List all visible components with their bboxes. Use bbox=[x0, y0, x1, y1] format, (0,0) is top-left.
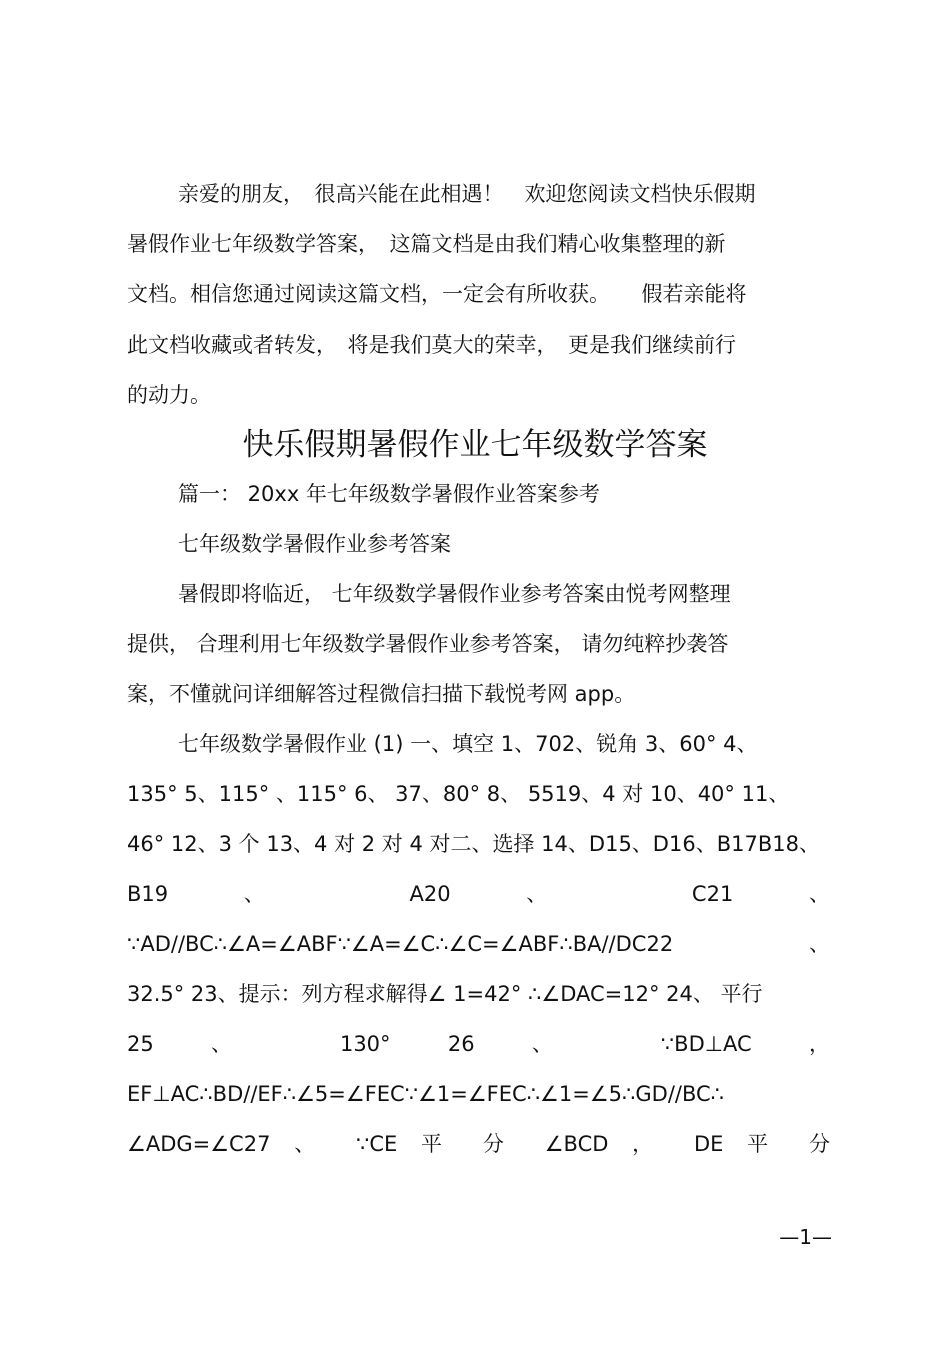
body-line-4: 提供， 合理利用七年级数学暑假作业参考答案， 请勿纯粹抄袭答 bbox=[127, 632, 729, 656]
intro-line-4: 此文档收藏或者转发， 将是我们莫大的荣幸， 更是我们继续前行 bbox=[127, 333, 736, 357]
body-line-3: 暑假即将临近， 七年级数学暑假作业参考答案由悦考网整理 bbox=[178, 582, 731, 606]
body-line-10: ∵AD//BC∴∠A=∠ABF∵∠A=∠C∴∠C=∠ABF∴BA//DC22 、 bbox=[127, 932, 830, 956]
subheading: 七年级数学暑假作业参考答案 bbox=[178, 532, 451, 556]
page-number: —1— bbox=[779, 1225, 832, 1249]
intro-line-2: 暑假作业七年级数学答案， 这篇文档是由我们精心收集整理的新 bbox=[127, 232, 726, 256]
body-line-14: ∠ADG=∠C27 、 ∵CE 平 分 ∠BCD ， DE 平 分 bbox=[127, 1132, 830, 1156]
body-line-8: 46° 12、3 个 13、4 对 2 对 4 对二、选择 14、D15、D16、B17B18、 bbox=[127, 832, 820, 856]
body-line-5: 案，不懂就问详细解答过程微信扫描下载悦考网 app。 bbox=[127, 682, 636, 706]
body-line-6: 七年级数学暑假作业 (1) 一、填空 1、702、锐角 3、60° 4、 bbox=[178, 732, 758, 756]
body-line-12: 25 、 130° 26 、 ∵BD⊥AC ， bbox=[127, 1032, 830, 1056]
intro-line-1: 亲爱的朋友， 很高兴能在此相遇！ 欢迎您阅读文档快乐假期 bbox=[178, 182, 756, 206]
intro-line-3: 文档。相信您通过阅读这篇文档，一定会有所收获。 假若亲能将 bbox=[127, 282, 747, 306]
body-line-11: 32.5° 23、提示：列方程求解得∠ 1=42° ∴∠DAC=12° 24、 平行 bbox=[127, 982, 763, 1006]
body-line-7: 135° 5、115° 、115° 6、 37、80° 8、 5519、4 对 10、40° 11、 bbox=[127, 782, 790, 806]
body-line-13: EF⊥AC∴BD//EF∴∠5=∠FEC∵∠1=∠FEC∴∠1=∠5∴GD//BC∴ bbox=[127, 1082, 725, 1106]
document-title: 快乐假期暑假作业七年级数学答案 bbox=[242, 427, 708, 463]
body-line-9: B19 、 A20 、 C21 、 bbox=[127, 882, 830, 906]
intro-line-5: 的动力。 bbox=[127, 383, 211, 407]
section-heading: 篇一： 20xx 年七年级数学暑假作业答案参考 bbox=[178, 482, 600, 506]
